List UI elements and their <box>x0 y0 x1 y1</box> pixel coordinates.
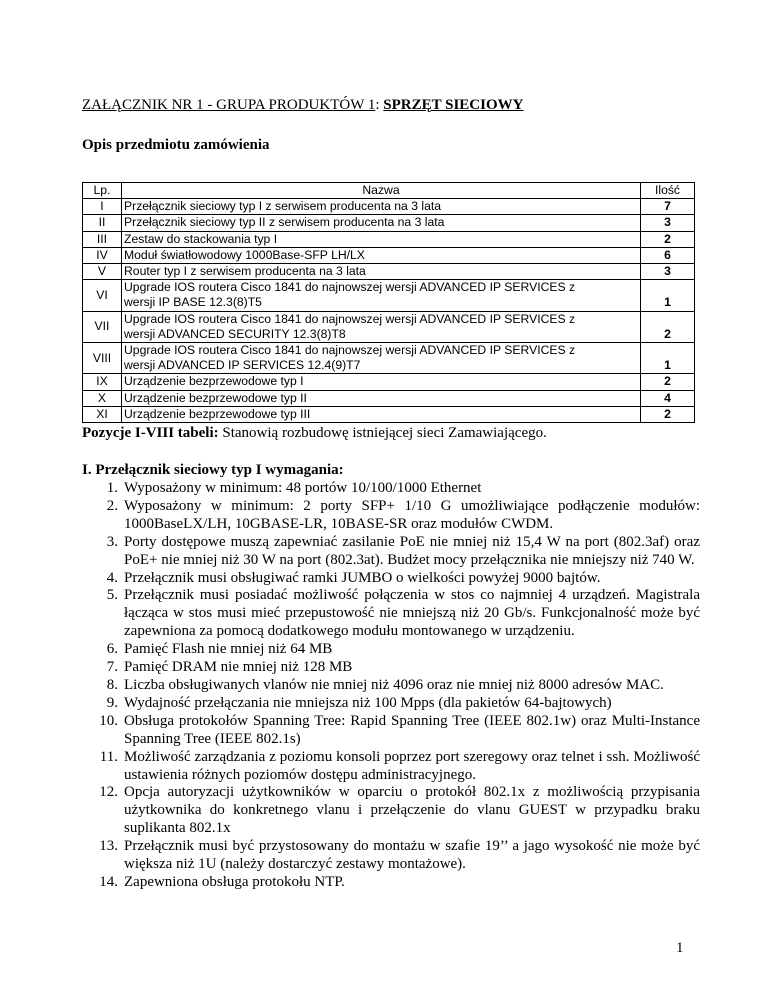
cell-name: Przełącznik sieciowy typ II z serwisem producenta na 3 lata <box>122 215 641 231</box>
note-text: Stanowią rozbudowę istniejącej sieci Zamawiającego. <box>218 425 547 441</box>
cell-name: Moduł światłowodowy 1000Base-SFP LH/LX <box>122 247 641 263</box>
cell-lp: VI <box>83 280 122 311</box>
list-item <box>82 874 700 892</box>
cell-name-line1: Upgrade IOS routera Cisco 1841 do najnowszej wersji ADVANCED IP SERVICES z <box>124 311 576 326</box>
list-item <box>82 534 700 570</box>
table-row <box>83 390 695 406</box>
table-row <box>83 374 695 390</box>
item-number: 4. <box>106 569 118 586</box>
title-prefix: ZAŁĄCZNIK NR 1 - GRUPA PRODUKTÓW 1 <box>82 97 376 113</box>
cell-qty: 6 <box>641 247 695 263</box>
cell-qty: 2 <box>641 231 695 247</box>
list-item <box>82 749 700 785</box>
table-row <box>83 264 695 280</box>
item-text: Przełącznik musi posiadać możliwość połączenia w stos co najmniej 4 urządzeń. Magistrala łącząca w stos musi mieć przepustowość nie mniejszą niż 20 Gb/s. Funkcjonalność może być zapewniona za pomocą dodatkowego modułu montowanego w urządzeniu. <box>124 587 700 640</box>
list-item <box>82 570 700 588</box>
cell-lp: III <box>83 231 122 247</box>
products-table <box>82 182 695 423</box>
item-text: Wyposażony w minimum: 2 porty SFP+ 1/10 G umożliwiające podłączenie modułów: 1000BaseLX/LH, 10GBASE-LR, 10BASE-SR oraz modułów CWDM. <box>124 497 700 532</box>
table-row <box>83 311 695 342</box>
header-lp: Lp. <box>83 183 122 199</box>
cell-lp: II <box>83 215 122 231</box>
list-item <box>82 641 700 659</box>
list-item <box>82 784 700 838</box>
item-text: Porty dostępowe muszą zapewniać zasilanie PoE nie mniej niż 15,4 W na port (802.3af) oraz PoE+ nie mniej niż 30 W na port (802.3at). Budżet mocy przełącznika nie mniejszy niż 740 W. <box>124 533 700 568</box>
cell-name: Zestaw do stackowania typ I <box>122 231 641 247</box>
cell-qty: 2 <box>641 374 695 390</box>
cell-name-line2: wersji ADVANCED IP SERVICES 12.4(9)T7 <box>124 358 361 373</box>
table-row <box>83 199 695 215</box>
cell-name <box>122 311 641 342</box>
item-number: 13. <box>99 838 118 855</box>
item-text: Opcja autoryzacji użytkowników w oparciu o protokół 802.1x z możliwością przypisania użytkownika do konkretnego vlanu i przełączenie do vlanu GUEST w przypadku braku suplikanta 802.1x <box>124 784 700 837</box>
item-number: 2. <box>106 497 118 514</box>
item-number: 12. <box>99 784 118 801</box>
table-row <box>83 406 695 422</box>
item-text: Pamięć Flash nie mniej niż 64 MB <box>124 641 333 658</box>
cell-qty: 1 <box>641 280 695 311</box>
cell-name: Przełącznik sieciowy typ I z serwisem producenta na 3 lata <box>122 199 641 215</box>
item-text: Liczba obsługiwanych vlanów nie mniej niż 4096 oraz nie mniej niż 8000 adresów MAC. <box>124 676 664 693</box>
document-subtitle: Opis przedmiotu zamówienia <box>82 137 270 153</box>
item-text: Wydajność przełączania nie mniejsza niż 100 Mpps (dla pakietów 64-bajtowych) <box>124 694 612 711</box>
note-bold: Pozycje I-VIII tabeli: <box>82 425 219 441</box>
cell-name: Urządzenie bezprzewodowe typ I <box>122 374 641 390</box>
list-item <box>82 659 700 677</box>
list-item <box>82 677 700 695</box>
cell-lp: I <box>83 199 122 215</box>
table-row <box>83 343 695 374</box>
cell-name: Urządzenie bezprzewodowe typ II <box>122 390 641 406</box>
item-text: Obsługa protokołów Spanning Tree: Rapid Spanning Tree (IEEE 802.1w) oraz Multi-Instance Spanning Tree (IEEE 802.1s) <box>124 712 700 747</box>
item-number: 1. <box>106 480 118 496</box>
item-number: 3. <box>106 533 118 550</box>
item-text: Wyposażony w minimum: 48 portów 10/100/1000 Ethernet <box>124 480 482 496</box>
cell-qty: 2 <box>641 311 695 342</box>
item-text: Przełącznik musi obsługiwać ramki JUMBO o wielkości powyżej 9000 bajtów. <box>124 569 601 586</box>
cell-name-line1: Upgrade IOS routera Cisco 1841 do najnowszej wersji ADVANCED IP SERVICES z <box>124 343 576 358</box>
cell-name: Urządzenie bezprzewodowe typ III <box>122 406 641 422</box>
item-number: 5. <box>106 587 118 604</box>
page-number: 1 <box>676 940 684 956</box>
list-item <box>82 713 700 749</box>
cell-qty: 1 <box>641 343 695 374</box>
cell-name-line1: Upgrade IOS routera Cisco 1841 do najnowszej wersji ADVANCED IP SERVICES z <box>124 280 576 295</box>
item-number: 6. <box>106 641 118 658</box>
header-name: Nazwa <box>122 183 641 199</box>
cell-qty: 3 <box>641 215 695 231</box>
item-number: 8. <box>106 676 118 693</box>
item-text: Pamięć DRAM nie mniej niż 128 MB <box>124 659 353 676</box>
list-item <box>82 587 700 641</box>
cell-name-line2: wersji IP BASE 12.3(8)T5 <box>124 295 262 310</box>
cell-lp: VIII <box>83 343 122 374</box>
cell-qty: 7 <box>641 199 695 215</box>
table-header-row <box>83 183 695 199</box>
list-item <box>82 838 700 874</box>
item-text: Przełącznik musi być przystosowany do montażu w szafie 19’’ a jago wysokość nie może być większa niż 1U (należy dostarczyć zestawy montażowe). <box>124 838 700 873</box>
cell-qty: 4 <box>641 390 695 406</box>
item-number: 10. <box>99 712 118 729</box>
list-item <box>82 695 700 713</box>
cell-lp: V <box>83 264 122 280</box>
cell-lp: IX <box>83 374 122 390</box>
header-qty: Ilość <box>641 183 695 199</box>
requirements-list <box>82 480 700 892</box>
table-row <box>83 215 695 231</box>
cell-lp: IV <box>83 247 122 263</box>
document-title <box>82 97 523 114</box>
cell-name <box>122 280 641 311</box>
cell-lp: XI <box>83 406 122 422</box>
cell-qty: 3 <box>641 264 695 280</box>
item-number: 7. <box>106 659 118 676</box>
list-item <box>82 498 700 534</box>
item-number: 14. <box>99 873 118 890</box>
cell-name <box>122 343 641 374</box>
item-number: 11. <box>99 748 118 765</box>
cell-name: Router typ I z serwisem producenta na 3 lata <box>122 264 641 280</box>
title-bold: SPRZĘT SIECIOWY <box>383 97 524 113</box>
section-heading: I. Przełącznik sieciowy typ I wymagania: <box>82 462 344 478</box>
item-text: Zapewniona obsługa protokołu NTP. <box>124 873 345 890</box>
title-separator: : <box>375 97 384 113</box>
cell-lp: X <box>83 390 122 406</box>
list-item <box>82 480 700 498</box>
table-row <box>83 280 695 311</box>
item-number: 9. <box>106 694 118 711</box>
item-text: Możliwość zarządzania z poziomu konsoli poprzez port szeregowy oraz telnet i ssh. Możliwość ustawienia różnych poziomów dostępu administracyjnego. <box>124 748 700 783</box>
table-row <box>83 247 695 263</box>
table-row <box>83 231 695 247</box>
cell-qty: 2 <box>641 406 695 422</box>
cell-name-line2: wersji ADVANCED SECURITY 12.3(8)T8 <box>124 326 346 341</box>
cell-lp: VII <box>83 311 122 342</box>
table-note <box>82 425 547 442</box>
